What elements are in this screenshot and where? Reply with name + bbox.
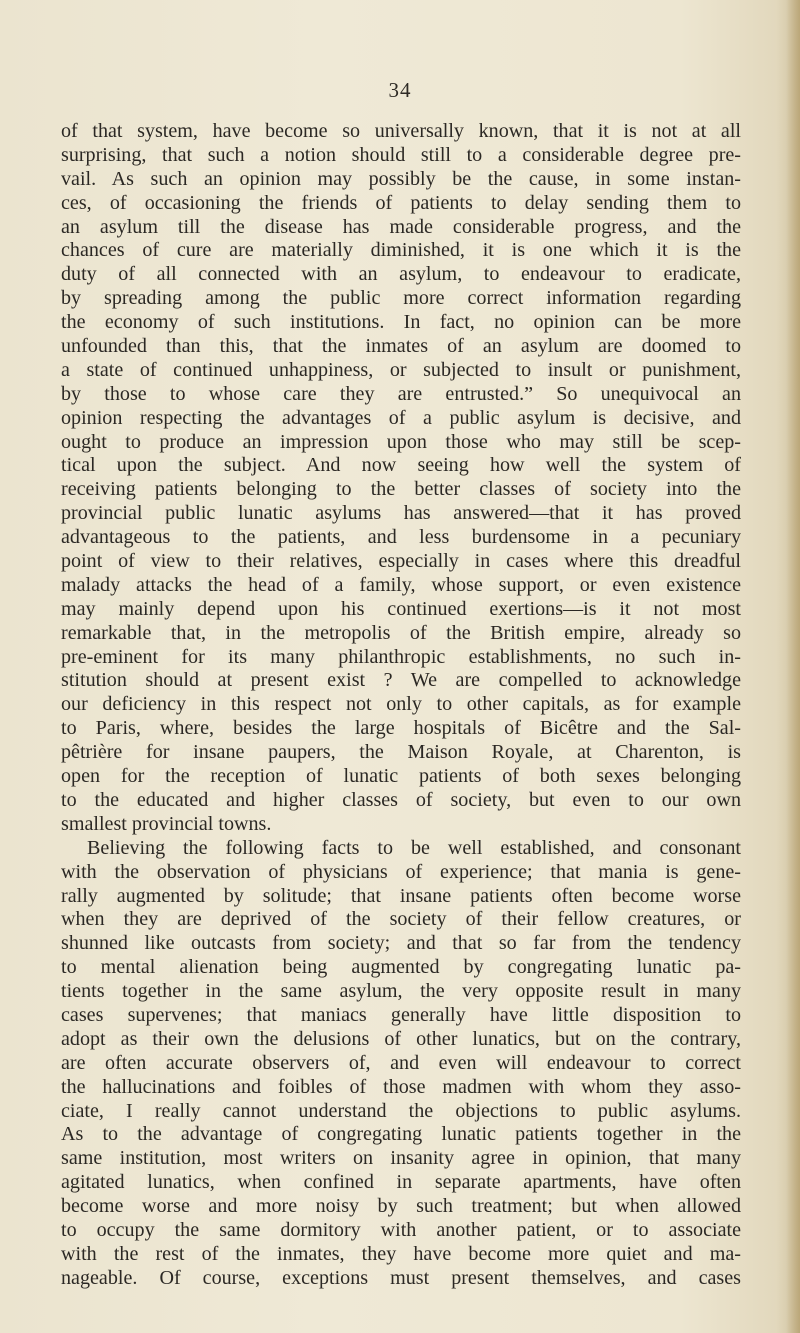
text-line: pre-eminent for its many philanthropic establishments, no such in- bbox=[61, 645, 741, 668]
text-line: ces, of occasioning the friends of patients to delay sending them to bbox=[61, 191, 741, 214]
text-line: when they are deprived of the society of their fellow creatures, or bbox=[61, 908, 741, 931]
text-line: with the observation of physicians of experience; that mania is gene- bbox=[61, 860, 741, 883]
text-line: malady attacks the head of a family, whose support, or even existence bbox=[61, 573, 741, 596]
text-line: a state of continued unhappiness, or subjected to insult or punishment, bbox=[61, 358, 741, 381]
page-edge-shadow bbox=[786, 0, 800, 1333]
text-line: to Paris, where, besides the large hospitals of Bicêtre and the Sal- bbox=[61, 717, 741, 740]
text-line: to mental alienation being augmented by congregating lunatic pa- bbox=[61, 956, 741, 979]
text-line: surprising, that such a notion should still to a considerable degree pre- bbox=[61, 143, 741, 166]
text-line: pêtrière for insane paupers, the Maison Royale, at Charenton, is bbox=[61, 741, 741, 764]
text-line: may mainly depend upon his continued exertions—is it not most bbox=[61, 597, 741, 620]
text-line: are often accurate observers of, and even will endeavour to correct bbox=[61, 1051, 741, 1074]
body-text bbox=[61, 120, 741, 1291]
text-line: become worse and more noisy by such treatment; but when allowed bbox=[61, 1195, 741, 1218]
page-number: 34 bbox=[388, 78, 412, 102]
text-line: As to the advantage of congregating lunatic patients together in the bbox=[61, 1123, 741, 1146]
text-line: ought to produce an impression upon those who may still be scep- bbox=[61, 430, 741, 453]
text-line: receiving patients belonging to the better classes of society into the bbox=[61, 478, 741, 501]
text-line: the economy of such institutions. In fact, no opinion can be more bbox=[61, 311, 741, 334]
text-line: to the educated and higher classes of society, but even to our own bbox=[61, 788, 741, 811]
text-line: the hallucinations and foibles of those madmen with whom they asso- bbox=[61, 1075, 741, 1098]
paragraph-start-line: Believing the following facts to be well established, and consonant bbox=[87, 836, 741, 859]
text-line: remarkable that, in the metropolis of the British empire, already so bbox=[61, 621, 741, 644]
text-line: cases supervenes; that maniacs generally have little disposition to bbox=[61, 1003, 741, 1026]
text-line: stitution should at present exist ? We are compelled to acknowledge bbox=[61, 669, 741, 692]
text-line: with the rest of the inmates, they have become more quiet and ma- bbox=[61, 1242, 741, 1265]
text-line: same institution, most writers on insanity agree in opinion, that many bbox=[61, 1147, 741, 1170]
text-line: duty of all connected with an asylum, to endeavour to eradicate, bbox=[61, 263, 741, 286]
text-line: unfounded than this, that the inmates of an asylum are doomed to bbox=[61, 335, 741, 358]
text-line: adopt as their own the delusions of other lunatics, but on the contrary, bbox=[61, 1027, 741, 1050]
text-line: of that system, have become so universally known, that it is not at all bbox=[61, 120, 741, 142]
text-line: to occupy the same dormitory with another patient, or to associate bbox=[61, 1218, 741, 1241]
text-line: by those to whose care they are entrusted.” So unequivocal an bbox=[61, 382, 741, 405]
text-line: shunned like outcasts from society; and that so far from the tendency bbox=[61, 932, 741, 955]
text-line: our deficiency in this respect not only to other capitals, as for example bbox=[61, 693, 741, 716]
text-line: rally augmented by solitude; that insane patients often become worse bbox=[61, 884, 741, 907]
paragraph-end-line: smallest provincial towns. bbox=[61, 812, 272, 835]
text-line: open for the reception of lunatic patients of both sexes belonging bbox=[61, 765, 741, 788]
text-line: opinion respecting the advantages of a public asylum is decisive, and bbox=[61, 406, 741, 429]
text-line: tical upon the subject. And now seeing how well the system of bbox=[61, 454, 741, 477]
text-line: an asylum till the disease has made considerable progress, and the bbox=[61, 215, 741, 238]
text-line: nageable. Of course, exceptions must present themselves, and cases bbox=[61, 1266, 741, 1289]
text-line: ciate, I really cannot understand the objections to public asylums. bbox=[61, 1099, 741, 1122]
text-line: point of view to their relatives, especially in cases where this dreadful bbox=[61, 550, 741, 573]
text-line: provincial public lunatic asylums has answered—that it has proved bbox=[61, 502, 741, 525]
text-line: vail. As such an opinion may possibly be the cause, in some instan- bbox=[61, 167, 741, 190]
text-line: advantageous to the patients, and less burdensome in a pecuniary bbox=[61, 526, 741, 549]
text-line: chances of cure are materially diminished, it is one which it is the bbox=[61, 239, 741, 262]
text-line: tients together in the same asylum, the very opposite result in many bbox=[61, 980, 741, 1003]
text-line: by spreading among the public more correct information regarding bbox=[61, 287, 741, 310]
text-line: agitated lunatics, when confined in separate apartments, have often bbox=[61, 1171, 741, 1194]
